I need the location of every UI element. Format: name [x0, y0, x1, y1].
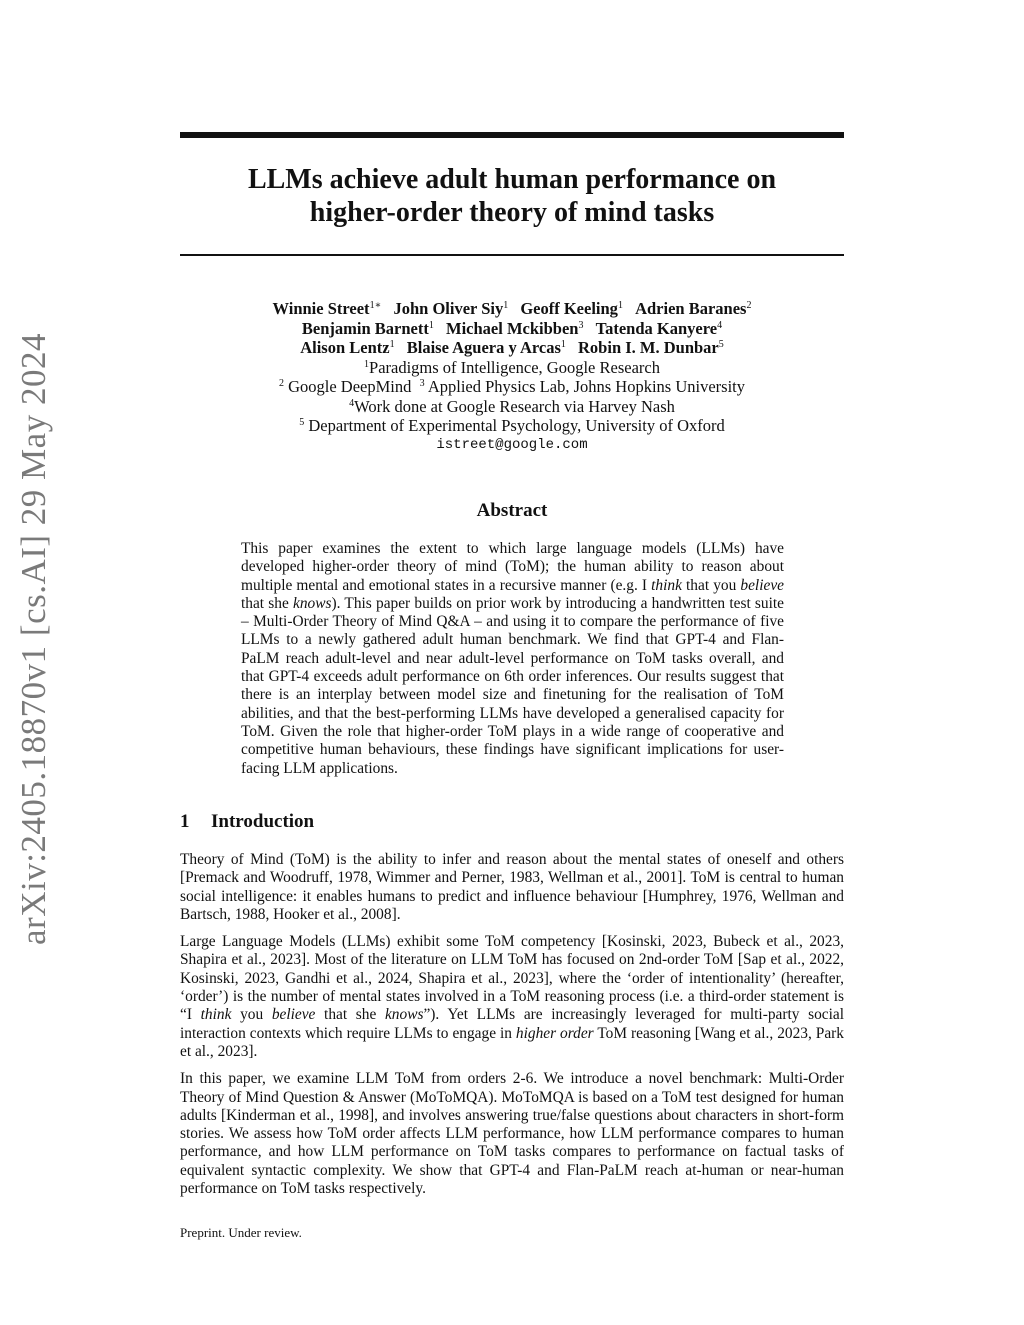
title-top-rule [180, 132, 844, 138]
author-row-2 [180, 319, 844, 339]
paper-title [180, 163, 844, 229]
page-footer: Preprint. Under review. [180, 1225, 302, 1240]
author: Adrien Baranes$^2$ [635, 299, 752, 318]
title-bottom-rule [180, 254, 844, 256]
contact-email[interactable]: istreet@google.com [436, 436, 588, 453]
abstract-heading: Abstract [476, 500, 548, 521]
abstract-body [241, 540, 784, 778]
affiliation-1: $^1$Paradigms of Intelligence, Google Research [364, 357, 660, 377]
intro-paragraph-2: Large Language Models (LLMs) exhibit some ToM competency [Kosinski, 2023, Bubeck et al., 2023, Shapira et al., 2023]. Most of the literature on LLM ToM has focused on 2nd-order ToM [Sap et al., 2022, Kosinski, 2023, Gandhi et al., 2024, Shapira et al., 2023], where the ‘order of intentionality’ (hereafter, ‘order’) is the number of mental states involved in a ToM reasoning process (i.e. a third-order statement is “I think you believe that she knows”). Yet LLMs are increasingly leveraged for multi-party social interaction contexts which require LLMs to engage in higher order ToM reasoning [Wang et al., 2023, Park et al., 2023]. [180, 933, 845, 1060]
intro-paragraph-3: In this paper, we examine LLM ToM from orders 2-6. We introduce a novel benchmark: Multi-Order Theory of Mind Question & Answer (MoToMQA). MoToMQA is based on a ToM test designed for human adults [Kinderman et al., 1998], and involves answering true/false questions about characters in short-form stories. We assess how ToM order affects LLM performance, how LLM performance compares to human performance, and how LLM performance on ToM tasks compares to performance on factual tasks of equivalent syntactic complexity. We show that GPT-4 and Flan-PaLM reach at-human or near-human performance on ToM tasks respectively. [180, 1070, 844, 1198]
section-title: Introduction [211, 811, 315, 832]
section-number: 1 [180, 811, 190, 832]
author: Geoff Keeling$^1$ [520, 299, 623, 318]
author: Winnie Street$^{1∗}$ [272, 299, 382, 318]
title-line-1: LLMs achieve adult human performance on [247, 164, 777, 195]
author-row-3 [180, 338, 844, 358]
abstract-paragraph: This paper examines the extent to which large language models (LLMs) have developed higher-order theory of mind (ToM); the human ability to reason about multiple mental and emotional states in a recursive manner (e.g. I think that you believe that she knows). This paper builds on prior work by introducing a handwritten test suite – Multi-Order Theory of Mind Q&A – and using it to compare the performance of five LLMs to a newly gathered adult human benchmark. We find that GPT-4 and Flan-PaLM reach adult-level and near adult-level performance on ToM tasks overall, and that GPT-4 exceeds adult performance on 6th order inferences. Our results suggest that there is an interplay between model size and finetuning for the realisation of ToM abilities, and that the best-performing LLMs have developed a generalised capacity for ToM. Given the role that higher-order ToM plays in a wide range of cooperative and competitive human behaviours, these findings have significant implications for user-facing LLM applications. [241, 540, 784, 777]
author-row-1 [180, 299, 844, 319]
author: Blaise Aguera y Arcas$^1$ [406, 338, 566, 357]
section-heading-introduction [180, 811, 844, 833]
affiliation-4: $^4$Work done at Google Research via Harvey Nash [349, 396, 675, 416]
author: Robin I. M. Dunbar$^5$ [578, 338, 724, 357]
author: Benjamin Barnett$^1$ [301, 318, 434, 338]
intro-paragraph-1: Theory of Mind (ToM) is the ability to infer and reason about the mental states of oneself and others [Premack and Woodruff, 1978, Wimmer and Perner, 1983, Wellman et al., 2001]. ToM is central to human social intelligence: it enables humans to predict and influence behaviour [Humphrey, 1976, Wellman and Bartsch, 1988, Hooker et al., 2008]. [180, 851, 844, 923]
author: John Oliver Siy$^1$ [393, 299, 509, 318]
author: Michael Mckibben$^3$ [446, 318, 584, 338]
author: Alison Lentz$^1$ [300, 338, 395, 357]
introduction-body [180, 851, 844, 1207]
affiliation-5: $^5$ Department of Experimental Psychology, University of Oxford [299, 416, 725, 435]
title-line-2: higher-order theory of mind tasks [309, 197, 715, 228]
author-block [180, 299, 844, 455]
author: Tatenda Kanyere$^4$ [595, 318, 723, 338]
affiliation-2-3: $^2$ Google DeepMind $^3$ Applied Physics Lab, Johns Hopkins University [278, 377, 746, 396]
arxiv-identifier-text: arXiv:2405.18870v1 [cs.AI] 29 May 2024 [14, 333, 53, 945]
